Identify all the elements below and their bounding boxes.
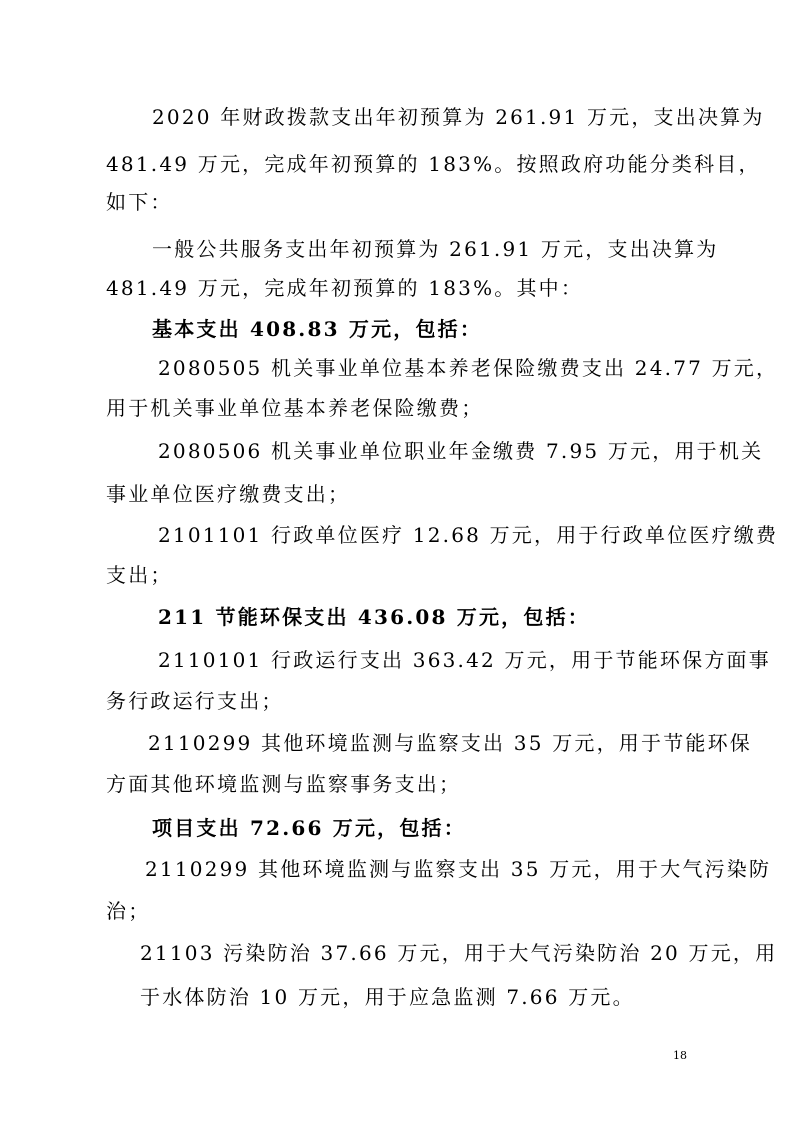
- list-item-line: 支出；: [106, 563, 173, 587]
- paragraph-line: 一般公共服务支出年初预算为 261.91 万元，支出决算为: [152, 237, 719, 261]
- paragraph-line: 如下：: [106, 190, 173, 214]
- list-item-line: 方面其他环境监测与监察事务支出；: [106, 772, 462, 796]
- list-item-line: 事业单位医疗缴费支出；: [106, 482, 351, 506]
- list-item-line: 治；: [106, 899, 151, 923]
- section-heading: 211 节能环保支出 436.08 万元，包括：: [158, 605, 590, 629]
- list-item-line: 2101101 行政单位医疗 12.68 万元，用于行政单位医疗缴费: [158, 523, 779, 547]
- section-heading: 项目支出 72.66 万元，包括：: [152, 816, 466, 840]
- list-item-line: 务行政运行支出；: [106, 689, 284, 713]
- paragraph-line: 2020 年财政拨款支出年初预算为 261.91 万元，支出决算为: [152, 105, 765, 129]
- paragraph-line: 481.49 万元，完成年初预算的 183%。按照政府功能分类科目，: [106, 152, 761, 176]
- paragraph-line: 481.49 万元，完成年初预算的 183%。其中：: [106, 276, 584, 300]
- list-item-line: 2110299 其他环境监测与监察支出 35 万元，用于节能环保: [148, 731, 752, 755]
- list-item-line: 2110299 其他环境监测与监察支出 35 万元，用于大气污染防: [145, 857, 772, 881]
- list-item-line: 2080506 机关事业单位职业年金缴费 7.95 万元，用于机关: [158, 439, 764, 463]
- list-item-line: 2080505 机关事业单位基本养老保险缴费支出 24.77 万元，: [158, 356, 779, 380]
- list-item-line: 于水体防治 10 万元，用于应急监测 7.66 万元。: [140, 985, 635, 1009]
- list-item-line: 21103 污染防治 37.66 万元，用于大气污染防治 20 万元，用: [140, 941, 778, 965]
- list-item-line: 2110101 行政运行支出 363.42 万元，用于节能环保方面事: [158, 648, 771, 672]
- section-heading: 基本支出 408.83 万元，包括：: [152, 317, 483, 341]
- list-item-line: 用于机关事业单位基本养老保险缴费；: [106, 396, 484, 420]
- page-number: 18: [673, 1049, 687, 1062]
